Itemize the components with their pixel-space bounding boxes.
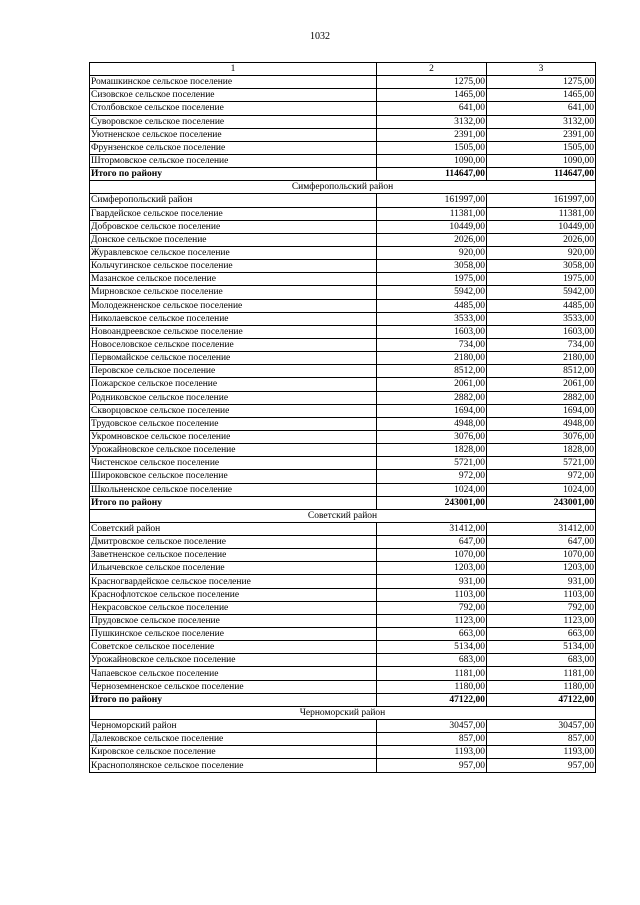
value-col3-cell: 2180,00 [487, 352, 596, 365]
value-col3-cell: 647,00 [487, 536, 596, 549]
value-col2-cell: 857,00 [377, 733, 487, 746]
value-col2-cell: 47122,00 [377, 693, 487, 706]
name-cell: Мазанское сельское поселение [90, 273, 377, 286]
name-cell: Урожайновское сельское поселение [90, 444, 377, 457]
table-row [90, 312, 596, 325]
value-col2-cell: 1465,00 [377, 89, 487, 102]
table-row [90, 483, 596, 496]
value-col2-cell: 2391,00 [377, 128, 487, 141]
value-col2-cell: 957,00 [377, 759, 487, 772]
table-row [90, 76, 596, 89]
table-row [90, 194, 596, 207]
name-cell: Пожарское сельское поселение [90, 378, 377, 391]
value-col2-cell: 2882,00 [377, 391, 487, 404]
section-header-row [90, 509, 596, 522]
value-col3-cell: 1694,00 [487, 404, 596, 417]
value-col2-cell: 1694,00 [377, 404, 487, 417]
table-row [90, 536, 596, 549]
name-cell: Фрунзенское сельское поселение [90, 141, 377, 154]
name-cell: Добровское сельское поселение [90, 220, 377, 233]
value-col3-cell: 5134,00 [487, 641, 596, 654]
value-col2-cell: 1180,00 [377, 680, 487, 693]
value-col2-cell: 5134,00 [377, 641, 487, 654]
name-cell: Мирновское сельское поселение [90, 286, 377, 299]
value-col2-cell: 931,00 [377, 575, 487, 588]
name-cell: Донское сельское поселение [90, 233, 377, 246]
value-col3-cell: 857,00 [487, 733, 596, 746]
value-col2-cell: 1181,00 [377, 667, 487, 680]
name-cell: Краснополянское сельское поселение [90, 759, 377, 772]
name-cell: Ромашкинское сельское поселение [90, 76, 377, 89]
value-col2-cell: 2061,00 [377, 378, 487, 391]
value-col2-cell: 663,00 [377, 628, 487, 641]
value-col2-cell: 920,00 [377, 246, 487, 259]
name-cell: Уютненское сельское поселение [90, 128, 377, 141]
total-row [90, 168, 596, 181]
table-row [90, 352, 596, 365]
name-cell: Далековское сельское поселение [90, 733, 377, 746]
name-cell: Чапаевское сельское поселение [90, 667, 377, 680]
value-col2-cell: 1070,00 [377, 549, 487, 562]
value-col2-cell: 10449,00 [377, 220, 487, 233]
table-row [90, 102, 596, 115]
table-row [90, 378, 596, 391]
table-header-row [90, 63, 596, 76]
value-col2-cell: 1123,00 [377, 614, 487, 627]
value-col2-cell: 1505,00 [377, 141, 487, 154]
value-col3-cell: 2391,00 [487, 128, 596, 141]
value-col3-cell: 8512,00 [487, 365, 596, 378]
value-col2-cell: 3058,00 [377, 260, 487, 273]
name-cell: Штормовское сельское поселение [90, 154, 377, 167]
table-row [90, 549, 596, 562]
value-col2-cell: 1603,00 [377, 325, 487, 338]
name-cell: Скворцовское сельское поселение [90, 404, 377, 417]
table-row [90, 260, 596, 273]
table-row [90, 141, 596, 154]
value-col2-cell: 3132,00 [377, 115, 487, 128]
value-col3-cell: 972,00 [487, 470, 596, 483]
total-row [90, 496, 596, 509]
page-number: 1032 [310, 31, 330, 42]
table-row [90, 299, 596, 312]
section-header-row [90, 181, 596, 194]
name-cell: Некрасовское сельское поселение [90, 601, 377, 614]
value-col3-cell: 31412,00 [487, 522, 596, 535]
table-row [90, 89, 596, 102]
table-row [90, 628, 596, 641]
value-col2-cell: 1275,00 [377, 76, 487, 89]
value-col3-cell: 114647,00 [487, 168, 596, 181]
table-row [90, 746, 596, 759]
value-col3-cell: 1180,00 [487, 680, 596, 693]
table-row [90, 220, 596, 233]
value-col2-cell: 4948,00 [377, 417, 487, 430]
table-row [90, 601, 596, 614]
name-cell: Красногвардейское сельское поселение [90, 575, 377, 588]
value-col2-cell: 1103,00 [377, 588, 487, 601]
name-cell: Журавлевское сельское поселение [90, 246, 377, 259]
value-col3-cell: 1505,00 [487, 141, 596, 154]
value-col2-cell: 11381,00 [377, 207, 487, 220]
name-cell: Укромновское сельское поселение [90, 430, 377, 443]
value-col3-cell: 3533,00 [487, 312, 596, 325]
name-cell: Дмитровское сельское поселение [90, 536, 377, 549]
table-row [90, 417, 596, 430]
value-col3-cell: 11381,00 [487, 207, 596, 220]
value-col3-cell: 920,00 [487, 246, 596, 259]
table-row [90, 720, 596, 733]
table-row [90, 614, 596, 627]
value-col2-cell: 1024,00 [377, 483, 487, 496]
name-cell: Кировское сельское поселение [90, 746, 377, 759]
table-row [90, 470, 596, 483]
value-col3-cell: 47122,00 [487, 693, 596, 706]
value-col2-cell: 4485,00 [377, 299, 487, 312]
value-col3-cell: 641,00 [487, 102, 596, 115]
name-cell: Итого по району [90, 168, 377, 181]
value-col3-cell: 2061,00 [487, 378, 596, 391]
name-cell: Кольчугинское сельское поселение [90, 260, 377, 273]
value-col2-cell: 1193,00 [377, 746, 487, 759]
table-row [90, 128, 596, 141]
value-col2-cell: 8512,00 [377, 365, 487, 378]
value-col2-cell: 31412,00 [377, 522, 487, 535]
value-col3-cell: 1203,00 [487, 562, 596, 575]
name-cell: Гвардейское сельское поселение [90, 207, 377, 220]
name-cell: Заветненское сельское поселение [90, 549, 377, 562]
value-col3-cell: 1275,00 [487, 76, 596, 89]
name-cell: Урожайновское сельское поселение [90, 654, 377, 667]
value-col2-cell: 647,00 [377, 536, 487, 549]
name-cell: Симферопольский район [90, 194, 377, 207]
name-cell: Чистенское сельское поселение [90, 457, 377, 470]
table-row [90, 667, 596, 680]
name-cell: Итого по району [90, 496, 377, 509]
name-cell: Трудовское сельское поселение [90, 417, 377, 430]
value-col3-cell: 4948,00 [487, 417, 596, 430]
value-col2-cell: 243001,00 [377, 496, 487, 509]
name-cell: Первомайское сельское поселение [90, 352, 377, 365]
name-cell: Школьненское сельское поселение [90, 483, 377, 496]
table-row [90, 115, 596, 128]
section-header-row [90, 706, 596, 719]
value-col3-cell: 243001,00 [487, 496, 596, 509]
value-col3-cell: 3058,00 [487, 260, 596, 273]
name-cell: Сизовское сельское поселение [90, 89, 377, 102]
value-col2-cell: 1828,00 [377, 444, 487, 457]
value-col3-cell: 1070,00 [487, 549, 596, 562]
value-col2-cell: 2180,00 [377, 352, 487, 365]
budget-table [89, 62, 596, 773]
name-cell: Перовское сельское поселение [90, 365, 377, 378]
table-row [90, 338, 596, 351]
value-col2-cell: 683,00 [377, 654, 487, 667]
value-col2-cell: 792,00 [377, 601, 487, 614]
value-col2-cell: 3076,00 [377, 430, 487, 443]
value-col3-cell: 931,00 [487, 575, 596, 588]
table-row [90, 641, 596, 654]
section-title: Советский район [90, 509, 596, 522]
value-col3-cell: 792,00 [487, 601, 596, 614]
value-col3-cell: 663,00 [487, 628, 596, 641]
table-row [90, 365, 596, 378]
value-col3-cell: 1193,00 [487, 746, 596, 759]
value-col2-cell: 30457,00 [377, 720, 487, 733]
value-col3-cell: 1181,00 [487, 667, 596, 680]
table-row [90, 654, 596, 667]
value-col3-cell: 5721,00 [487, 457, 596, 470]
table-row [90, 588, 596, 601]
value-col3-cell: 2882,00 [487, 391, 596, 404]
value-col3-cell: 30457,00 [487, 720, 596, 733]
table-body [90, 63, 596, 773]
table-row [90, 759, 596, 772]
name-cell: Краснофлотское сельское поселение [90, 588, 377, 601]
name-cell: Новоандреевское сельское поселение [90, 325, 377, 338]
name-cell: Пушкинское сельское поселение [90, 628, 377, 641]
value-col2-cell: 114647,00 [377, 168, 487, 181]
name-cell: Николаевское сельское поселение [90, 312, 377, 325]
value-col2-cell: 5721,00 [377, 457, 487, 470]
value-col2-cell: 734,00 [377, 338, 487, 351]
value-col2-cell: 161997,00 [377, 194, 487, 207]
table-row [90, 246, 596, 259]
table-row [90, 575, 596, 588]
value-col3-cell: 10449,00 [487, 220, 596, 233]
name-cell: Молодежненское сельское поселение [90, 299, 377, 312]
value-col3-cell: 683,00 [487, 654, 596, 667]
table-row [90, 522, 596, 535]
table-row [90, 207, 596, 220]
table-row [90, 404, 596, 417]
table-row [90, 430, 596, 443]
table-row [90, 457, 596, 470]
value-col3-cell: 734,00 [487, 338, 596, 351]
table-row [90, 325, 596, 338]
section-title: Симферопольский район [90, 181, 596, 194]
header-cell-2: 2 [377, 63, 487, 76]
total-row [90, 693, 596, 706]
name-cell: Прудовское сельское поселение [90, 614, 377, 627]
table-row [90, 444, 596, 457]
value-col3-cell: 2026,00 [487, 233, 596, 246]
name-cell: Столбовское сельское поселение [90, 102, 377, 115]
header-cell-1: 1 [90, 63, 377, 76]
value-col3-cell: 3132,00 [487, 115, 596, 128]
value-col2-cell: 2026,00 [377, 233, 487, 246]
value-col2-cell: 1975,00 [377, 273, 487, 286]
value-col3-cell: 1103,00 [487, 588, 596, 601]
table-row [90, 233, 596, 246]
name-cell: Родниковское сельское поселение [90, 391, 377, 404]
value-col3-cell: 1465,00 [487, 89, 596, 102]
value-col3-cell: 1603,00 [487, 325, 596, 338]
name-cell: Итого по району [90, 693, 377, 706]
value-col3-cell: 1975,00 [487, 273, 596, 286]
value-col2-cell: 1090,00 [377, 154, 487, 167]
value-col2-cell: 3533,00 [377, 312, 487, 325]
name-cell: Новоселовское сельское поселение [90, 338, 377, 351]
value-col3-cell: 3076,00 [487, 430, 596, 443]
value-col3-cell: 1828,00 [487, 444, 596, 457]
table-row [90, 154, 596, 167]
table-row [90, 680, 596, 693]
value-col3-cell: 957,00 [487, 759, 596, 772]
table-row [90, 286, 596, 299]
section-title: Черноморский район [90, 706, 596, 719]
name-cell: Советское сельское поселение [90, 641, 377, 654]
name-cell: Ильичевское сельское поселение [90, 562, 377, 575]
value-col2-cell: 641,00 [377, 102, 487, 115]
header-cell-3: 3 [487, 63, 596, 76]
table-row [90, 733, 596, 746]
value-col3-cell: 5942,00 [487, 286, 596, 299]
name-cell: Черноморский район [90, 720, 377, 733]
value-col2-cell: 1203,00 [377, 562, 487, 575]
value-col3-cell: 1123,00 [487, 614, 596, 627]
name-cell: Суворовское сельское поселение [90, 115, 377, 128]
value-col3-cell: 161997,00 [487, 194, 596, 207]
value-col2-cell: 5942,00 [377, 286, 487, 299]
value-col3-cell: 4485,00 [487, 299, 596, 312]
table-row [90, 562, 596, 575]
name-cell: Широковское сельское поселение [90, 470, 377, 483]
value-col2-cell: 972,00 [377, 470, 487, 483]
table-row [90, 391, 596, 404]
table-row [90, 273, 596, 286]
name-cell: Черноземненское сельское поселение [90, 680, 377, 693]
value-col3-cell: 1024,00 [487, 483, 596, 496]
name-cell: Советский район [90, 522, 377, 535]
value-col3-cell: 1090,00 [487, 154, 596, 167]
